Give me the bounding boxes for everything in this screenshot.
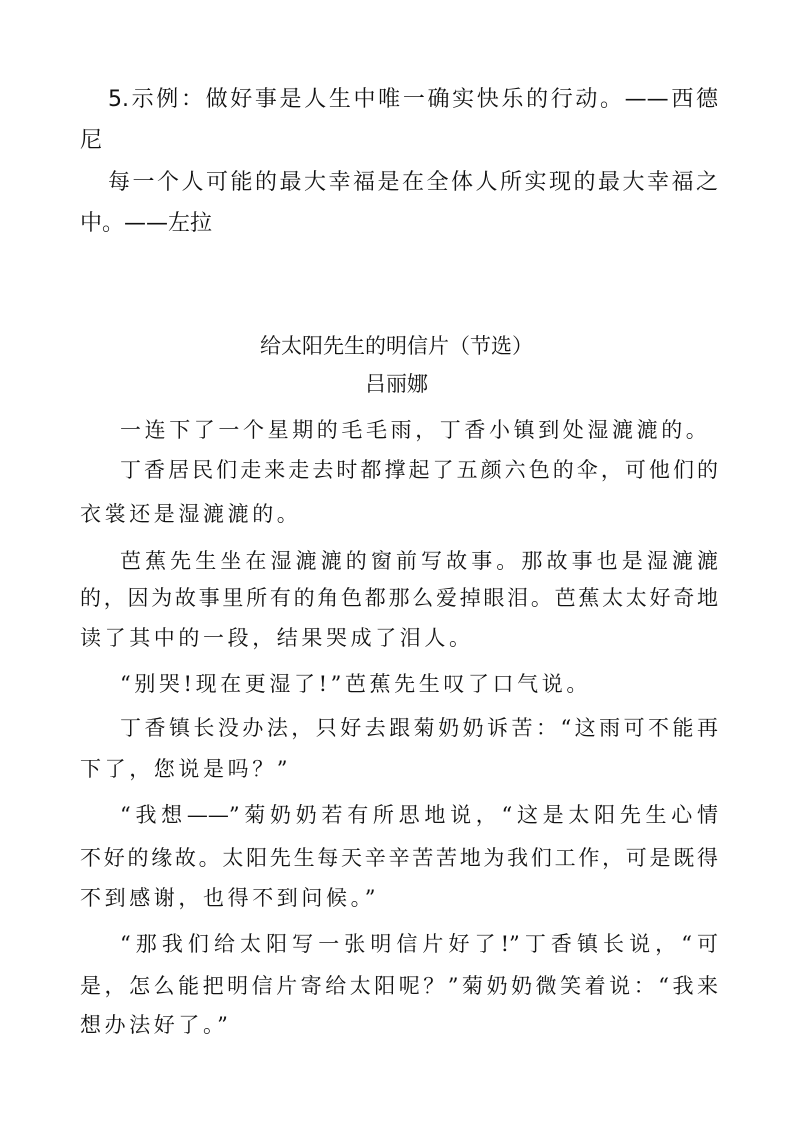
answer-line: 5.示例：做好事是人生中唯一确实快乐的行动。——西德 [108, 87, 718, 112]
article-line: “那我们给太阳写一张明信片好了!”丁香镇长说，“可 [120, 932, 718, 956]
article-line: 下了，您说是吗？” [80, 757, 292, 781]
article-line: 不到感谢，也得不到问候。” [80, 886, 380, 910]
article-line: 丁香镇长没办法，只好去跟菊奶奶诉苦：“这雨可不能再 [120, 716, 718, 740]
article-line: 读了其中的一段，结果哭成了泪人。 [80, 626, 474, 650]
article-line: 想办法好了。” [80, 1013, 232, 1037]
article-author: 吕丽娜 [365, 372, 428, 396]
article-line: 不好的缘故。太阳先生每天辛辛苦苦地为我们工作，可是既得 [80, 846, 718, 870]
article-line: 的，因为故事里所有的角色都那么爱掉眼泪。芭蕉太太好奇地 [80, 586, 718, 610]
article-line: “别哭!现在更湿了!”芭蕉先生叹了口气说。 [120, 672, 591, 696]
article-line: 一连下了一个星期的毛毛雨，丁香小镇到处湿漉漉的。 [120, 418, 711, 442]
article-line: 芭蕉先生坐在湿漉漉的窗前写故事。那故事也是湿漉漉 [120, 549, 718, 573]
article-title: 给太阳先生的明信片（节选） [260, 334, 533, 358]
article-line: 衣裳还是湿漉漉的。 [80, 502, 302, 526]
answer-line: 尼 [80, 128, 103, 153]
answer-line: 每一个人可能的最大幸福是在全体人所实现的最大幸福之 [108, 170, 718, 195]
article-line: 是，怎么能把明信片寄给太阳呢？”菊奶奶微笑着说：“我来 [80, 974, 718, 998]
article-line: “我想——”菊奶奶若有所思地说，“这是太阳先生心情 [120, 803, 718, 827]
answer-line: 中。——左拉 [80, 211, 213, 236]
article-line: 丁香居民们走来走去时都撑起了五颜六色的伞，可他们的 [120, 458, 718, 482]
